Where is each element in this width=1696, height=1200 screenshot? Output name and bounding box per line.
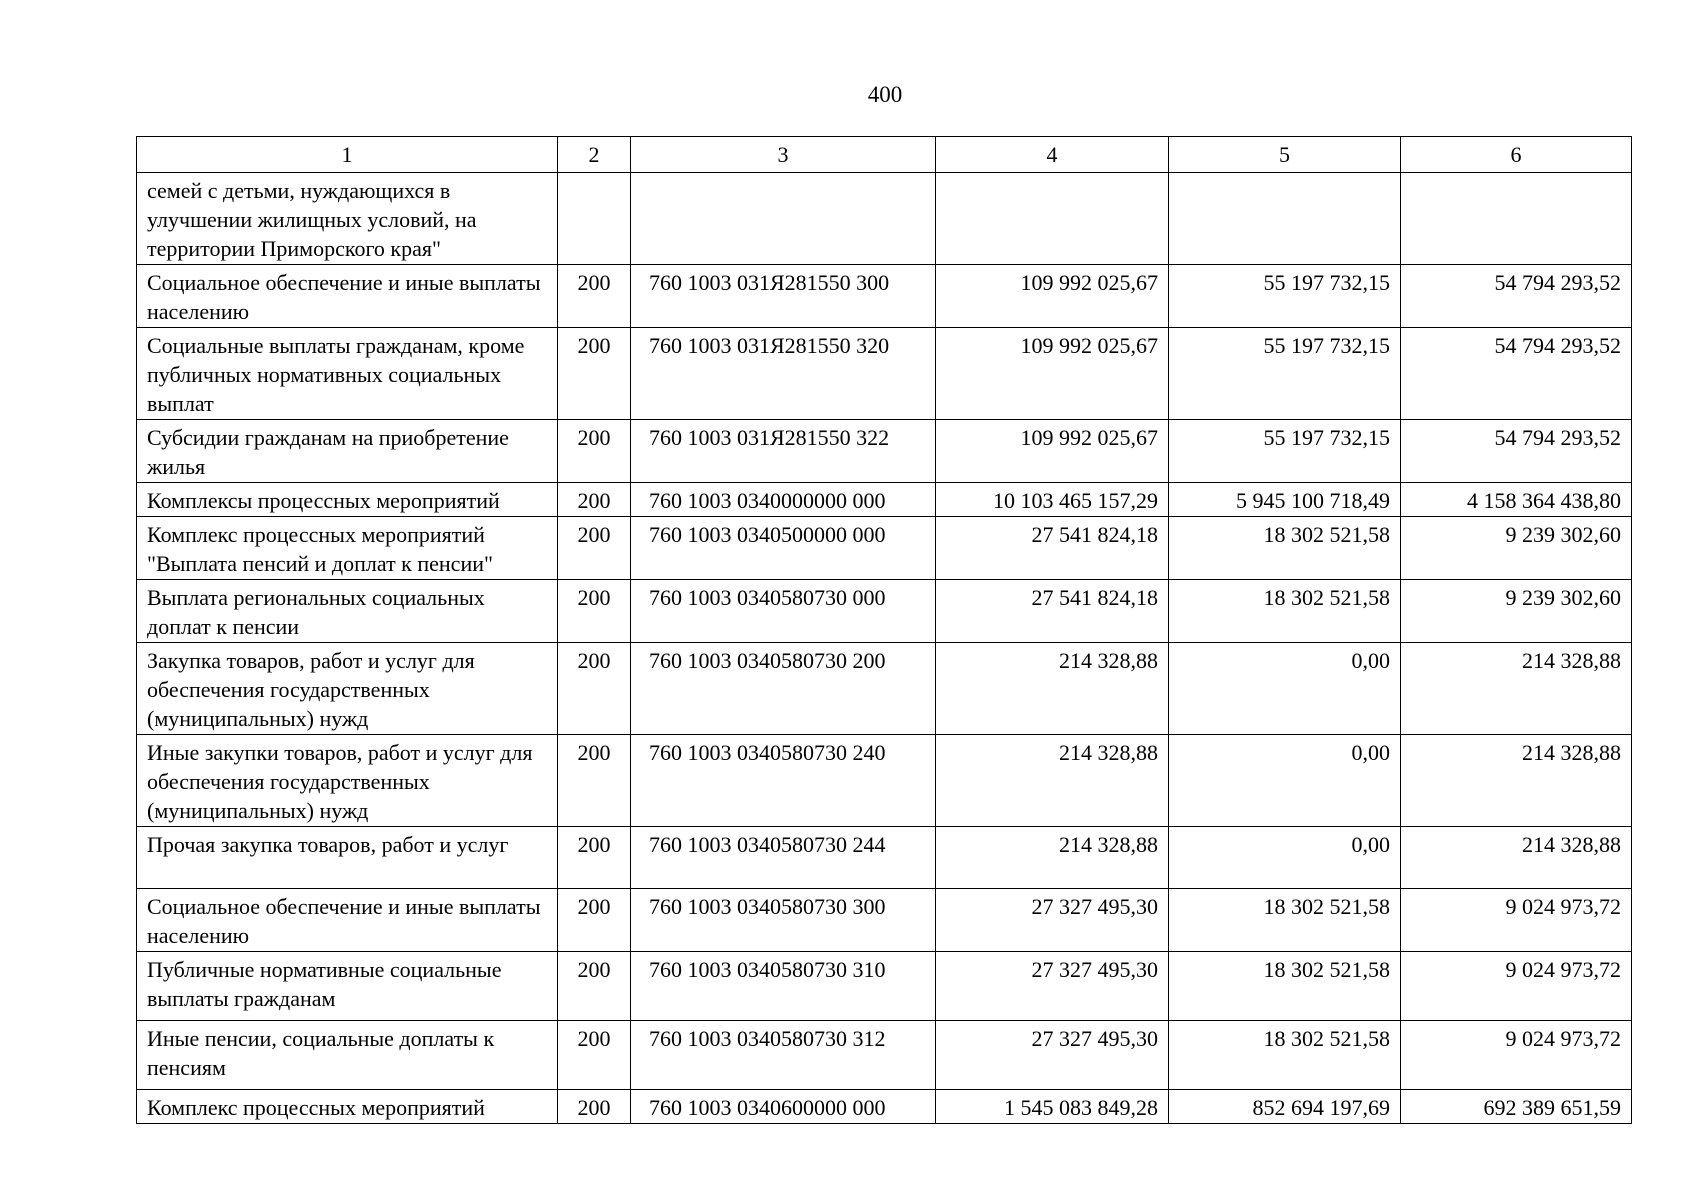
cell-name: Субсидии гражданам на приобретение жилья [137,420,558,483]
cell-col6: 54 794 293,52 [1401,420,1632,483]
table-row [137,420,1632,483]
cell-col5: 55 197 732,15 [1169,265,1401,328]
cell-col5: 0,00 [1169,735,1401,827]
cell-col6 [1401,173,1632,265]
cell-col6: 214 328,88 [1401,827,1632,889]
cell-name: Выплата региональных социальных доплат к пенсии [137,580,558,643]
table-row [137,580,1632,643]
cell-col4: 27 327 495,30 [936,1021,1169,1090]
cell-col2: 200 [558,889,631,952]
cell-col5: 55 197 732,15 [1169,328,1401,420]
page-number: 400 [867,82,903,107]
header-cell: 2 [558,137,631,173]
cell-code: 760 1003 0340580730 312 [631,1021,936,1090]
cell-col6: 54 794 293,52 [1401,328,1632,420]
cell-col2: 200 [558,1021,631,1090]
cell-col5: 55 197 732,15 [1169,420,1401,483]
header-cell: 1 [137,137,558,173]
cell-col5: 0,00 [1169,643,1401,735]
table-row [137,328,1632,420]
cell-col4: 109 992 025,67 [936,420,1169,483]
cell-name: Комплекс процессных мероприятий "Выплата пенсий и доплат к пенсии" [137,517,558,580]
cell-col6: 9 024 973,72 [1401,889,1632,952]
cell-col2: 200 [558,952,631,1021]
cell-col5: 18 302 521,58 [1169,952,1401,1021]
cell-col4: 214 328,88 [936,827,1169,889]
table-row [137,517,1632,580]
cell-code: 760 1003 031Я281550 300 [631,265,936,328]
cell-name: Иные пенсии, социальные доплаты к пенсиям [137,1021,558,1090]
table-row [137,483,1632,517]
cell-name: Социальные выплаты гражданам, кроме публичных нормативных социальных выплат [137,328,558,420]
cell-code: 760 1003 031Я281550 320 [631,328,936,420]
table-row [137,265,1632,328]
cell-col4: 27 541 824,18 [936,580,1169,643]
cell-col6: 4 158 364 438,80 [1401,483,1632,517]
cell-col5: 5 945 100 718,49 [1169,483,1401,517]
cell-col4 [936,173,1169,265]
table-row [137,889,1632,952]
cell-name: Комплекс процессных мероприятий [137,1090,558,1124]
table-row [137,952,1632,1021]
cell-code: 760 1003 0340580730 300 [631,889,936,952]
cell-col4: 1 545 083 849,28 [936,1090,1169,1124]
cell-col6: 54 794 293,52 [1401,265,1632,328]
cell-col5: 18 302 521,58 [1169,517,1401,580]
cell-col2: 200 [558,1090,631,1124]
table-row [137,643,1632,735]
cell-col6: 692 389 651,59 [1401,1090,1632,1124]
table-row [137,1090,1632,1124]
budget-table [136,136,1632,1124]
header-cell: 3 [631,137,936,173]
cell-code: 760 1003 031Я281550 322 [631,420,936,483]
cell-name: Социальное обеспечение и иные выплаты населению [137,265,558,328]
cell-code: 760 1003 0340580730 244 [631,827,936,889]
cell-col2: 200 [558,265,631,328]
cell-col5: 18 302 521,58 [1169,580,1401,643]
cell-col5: 18 302 521,58 [1169,889,1401,952]
cell-col4: 214 328,88 [936,735,1169,827]
cell-col4: 27 541 824,18 [936,517,1169,580]
header-cell: 4 [936,137,1169,173]
header-cell: 5 [1169,137,1401,173]
cell-name: Прочая закупка товаров, работ и услуг [137,827,558,889]
cell-name: Публичные нормативные социальные выплаты гражданам [137,952,558,1021]
cell-code: 760 1003 0340580730 310 [631,952,936,1021]
cell-col6: 9 024 973,72 [1401,952,1632,1021]
cell-col4: 27 327 495,30 [936,952,1169,1021]
cell-col2: 200 [558,735,631,827]
cell-name: Закупка товаров, работ и услуг для обеспечения государственных (муниципальных) нужд [137,643,558,735]
header-row [137,137,1632,173]
cell-name: Иные закупки товаров, работ и услуг для обеспечения государственных (муниципальных) нужд [137,735,558,827]
cell-col2: 200 [558,580,631,643]
cell-col5: 0,00 [1169,827,1401,889]
table-row [137,735,1632,827]
cell-col2: 200 [558,517,631,580]
cell-col5 [1169,173,1401,265]
cell-col5: 18 302 521,58 [1169,1021,1401,1090]
cell-col6: 9 024 973,72 [1401,1021,1632,1090]
table-row [137,827,1632,889]
cell-col4: 10 103 465 157,29 [936,483,1169,517]
cell-name: семей с детьми, нуждающихся в улучшении жилищных условий, на территории Приморского края" [137,173,558,265]
cell-col6: 9 239 302,60 [1401,517,1632,580]
cell-col2: 200 [558,328,631,420]
cell-name: Комплексы процессных мероприятий [137,483,558,517]
table-row [137,1021,1632,1090]
cell-col2: 200 [558,643,631,735]
cell-col6: 9 239 302,60 [1401,580,1632,643]
cell-col6: 214 328,88 [1401,643,1632,735]
cell-code: 760 1003 0340580730 240 [631,735,936,827]
cell-col5: 852 694 197,69 [1169,1090,1401,1124]
cell-col4: 214 328,88 [936,643,1169,735]
cell-col4: 109 992 025,67 [936,328,1169,420]
cell-col2: 200 [558,483,631,517]
cell-code: 760 1003 0340600000 000 [631,1090,936,1124]
header-cell: 6 [1401,137,1632,173]
cell-col2 [558,173,631,265]
cell-code: 760 1003 0340580730 200 [631,643,936,735]
cell-code: 760 1003 0340580730 000 [631,580,936,643]
cell-col6: 214 328,88 [1401,735,1632,827]
cell-code [631,173,936,265]
cell-code: 760 1003 0340000000 000 [631,483,936,517]
cell-col2: 200 [558,827,631,889]
cell-col4: 109 992 025,67 [936,265,1169,328]
cell-code: 760 1003 0340500000 000 [631,517,936,580]
table-row [137,173,1632,265]
cell-col4: 27 327 495,30 [936,889,1169,952]
cell-name: Социальное обеспечение и иные выплаты населению [137,889,558,952]
cell-col2: 200 [558,420,631,483]
